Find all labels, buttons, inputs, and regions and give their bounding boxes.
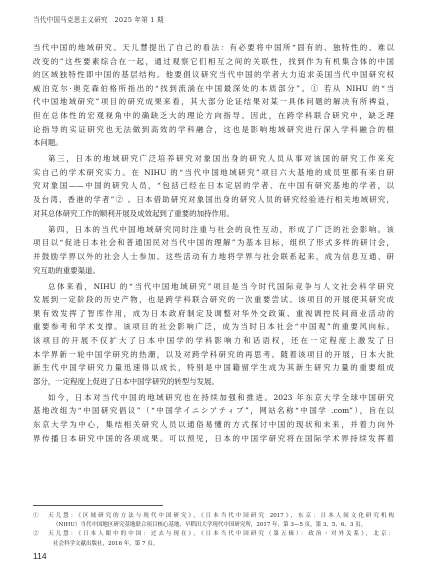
paragraph — [33, 280, 394, 389]
text-line: 改变的”这些要素综合在一起，通过观察它们相互之间的关联性，找到作为有机集合体的中国 — [33, 56, 394, 66]
text-line: 代中国地域研究”项目的研究成果来看，其大部分论证结果对某一具体问题的解决有所裨益， — [33, 97, 394, 107]
text-line: 总体来看，NIHU 的“当代中国地域研究”项目是当今时代国际竞争与人文社会科学研究 — [48, 281, 394, 291]
text-line: 并鼓励学界以外的社会人士参加。这些活动有力地将学界与社会联系起来，成为信息互通、研 — [33, 251, 394, 261]
text-line: 威泊克尔·奥克森伯格所指出的“找到流淌在中国最深处的本质部分”。① 若从 NIHU 的“当 — [33, 83, 394, 93]
text-line: 基地改组为“中国研究倡议”（“中国学イニシアティブ”，网站名称“中国学 .com”），旨在以 — [33, 406, 394, 416]
text-line: 本问题。 — [33, 138, 63, 148]
footnote-separator — [33, 505, 163, 506]
footnote-line: ① 天儿慧：《区域研究的方法与现代中国研究》，《日本当代中国研究 2017》，东京：日本人间文化研究机构 — [33, 513, 394, 519]
footnote — [33, 530, 394, 548]
text-line: 东京大学为中心，集结相关研究人员以通俗易懂的方式探讨中国的现状和未来，并着力向外 — [33, 420, 394, 430]
text-line: 第三，日本的地域研究广泛培养研究对象国出身的研究人员从事对该国的研究工作来充 — [48, 154, 394, 164]
text-line: 实自己的学术研究实力。在 NIHU 的“当代中国地域研究”项目六大基地的成员里都有来自研 — [33, 167, 394, 177]
body-text — [33, 41, 394, 445]
footnote-line: （NIHU）当代中国地区研究基地联合项目核心基地、早稻田大学现代中国研究所，2017 年，第 3—5 页，第 3、5、6、3 页。 — [53, 522, 367, 529]
footnotes — [33, 512, 394, 549]
footnote — [33, 512, 394, 530]
text-line: 本学界新一轮中国学研究的热潮，以及对跨学科研究的再思考。随着该项目的开展，日本大批 — [33, 349, 394, 359]
text-line: 究互助的重要渠道。 — [33, 265, 100, 275]
paragraph — [33, 223, 394, 277]
text-line: 该项目的开展不仅扩大了日本中国学的学科影响力和话语权，还在一定程度上激发了日 — [33, 335, 394, 345]
footnote-line: ② 天儿慧：《日本人眼中的中国：过去与现在》，《日本当代中国研究（第五辑）：政治・对外关系》，北京： — [33, 531, 394, 538]
paragraph — [33, 391, 394, 445]
text-line: 界传播日本研究中国的各项成果。可以预见，日本的中国学研究将在国际学术界持续发挥着 — [33, 433, 394, 443]
text-line: 的区域独特性即中国的基层结构。他要倡议研究当代中国的学者大力追求美国当代中国研究权 — [33, 70, 394, 80]
text-line: 部分，一定程度上促进了日本中国学研究的转型与发展。 — [33, 376, 219, 386]
page-number: 114 — [33, 551, 47, 561]
text-line: 论指导的实证研究也无法做到高效的学科融合，这也是影响地域研究进行深入学科融合的根 — [33, 124, 394, 134]
text-line: 重要参考和学术支撑。该项目的社会影响广泛，成为当时日本社会“中国观”的重要风向标。 — [33, 322, 394, 332]
text-line: 新生代中国学研究力量迅速得以成长，特别是中国籍留学生成为其新生研究力量的重要组成 — [33, 363, 394, 373]
text-line: 第四，日本的当代中国地域研究同时注重与社会的良性互动，形成了广泛的社会影响。该 — [48, 224, 394, 234]
paragraph — [33, 152, 394, 220]
text-line: 项目以“促进日本社会和普通国民对当代中国的理解”为基本目标，组织了形式多样的研讨会， — [33, 238, 394, 248]
paragraph — [33, 41, 394, 150]
running-header: 当代中国马克思主义研究 2025 年第 1 期 — [33, 16, 164, 24]
text-line: 发展到一定阶段的历史产物，也是跨学科联合研究的一次重要尝试。该项目的开展使其研究成 — [33, 295, 394, 305]
footnote-line: 社会科学文献出版社，2016 年，第 7 页。 — [53, 540, 159, 547]
text-line: 果有效发挥了智库作用，成为日本政府制定及调整对华外交政策、重视调控民间商业活动的 — [33, 308, 394, 318]
text-line: 对其总体研究工作的顺利开展及成效起到了重要的加持作用。 — [33, 208, 234, 218]
text-line: 究对象国——中国的研究人员，“包括已经在日本定居的学者、在中国有研究基地的学者，以 — [33, 181, 394, 191]
text-line: 当代中国的地域研究。天儿慧提出了自己的看法：有必要将中国所“固有的、独特性的、难以 — [33, 43, 394, 52]
text-line: 如今，日本对当代中国的地域研究也在持续加强和推进。2023 年东京大学全球中国研究 — [48, 392, 394, 402]
text-line: 及台湾、香港的学者”② 。日本借助研究对象国出身的研究人员的研究经验进行相关地域研究， — [33, 195, 394, 205]
text-line: 但在总体性的宏观视角中的确缺乏大的理论方向指导。因此，在跨学科联合研究中，缺乏理 — [33, 110, 394, 120]
